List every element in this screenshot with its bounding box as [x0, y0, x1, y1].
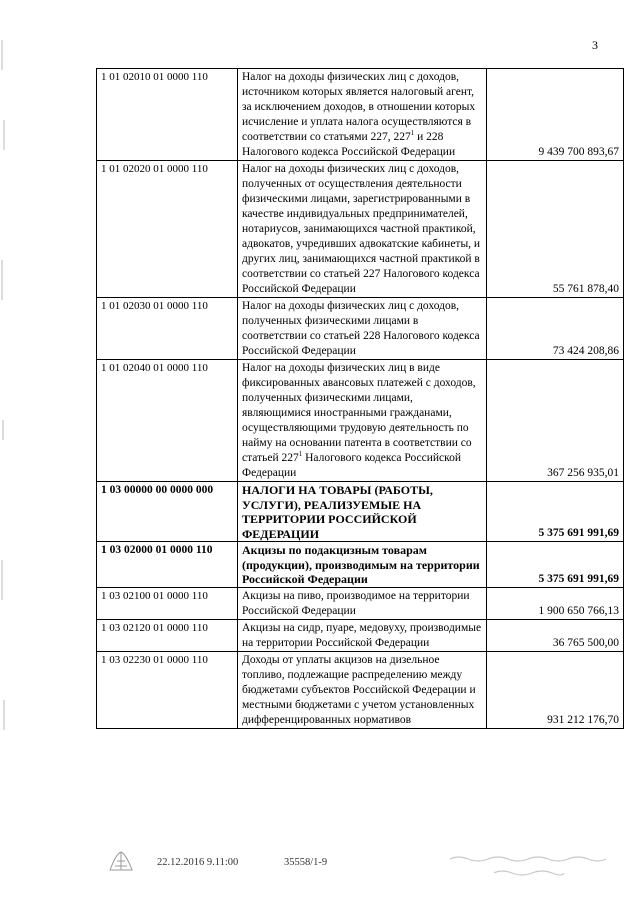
income-description: Налог на доходы физических лиц в виде фиксированных авансовых платежей с доходов, полученных физическими лицами, являющимися иностранными гражданами, осуществляющими трудовую деятельность по найму на основании патента в соответствии со статьей $227^1$ Налогового кодекса Российской Федерации	[238, 360, 487, 482]
stamp-icon	[106, 848, 136, 874]
budget-table	[96, 68, 624, 729]
amount: 36 765 500,00	[487, 619, 624, 651]
budget-code: 1 03 02100 01 0000 110	[97, 587, 238, 619]
income-description: НАЛОГИ НА ТОВАРЫ (РАБОТЫ, УСЛУГИ), РЕАЛИЗУЕМЫЕ НА ТЕРРИТОРИИ РОССИЙСКОЙ ФЕДЕРАЦИИ	[238, 482, 487, 542]
budget-code: 1 03 02000 01 0000 110	[97, 542, 238, 588]
budget-code: 1 01 02030 01 0000 110	[97, 298, 238, 360]
budget-code: 1 01 02040 01 0000 110	[97, 360, 238, 482]
table-row	[97, 619, 624, 651]
table-row	[97, 298, 624, 360]
amount: 931 212 176,70	[487, 651, 624, 728]
table-row	[97, 651, 624, 728]
budget-code: 1 01 02010 01 0000 110	[97, 69, 238, 161]
income-description: Налог на доходы физических лиц с доходов, полученных от осуществления деятельности физическими лицами, зарегистрированными в качестве индивидуальных предпринимателей, нотариусов, занимающихся частной практикой, адвокатов, учредивших адвокатские кабинеты, и других лиц, занимающихся частной практикой в соответствии со статьей 227 Налогового кодекса Российской Федерации	[238, 161, 487, 298]
article-superscript: 1	[410, 129, 415, 138]
income-description: Акцизы на пиво, производимое на территории Российской Федерации	[238, 587, 487, 619]
income-description: Акцизы по подакцизным товарам (продукции), производимым на территории Российской Федерации	[238, 542, 487, 588]
amount: 5 375 691 991,69	[487, 542, 624, 588]
income-description: Налог на доходы физических лиц с доходов, полученных физическими лицами в соответствии со статьей 228 Налогового кодекса Российской Федерации	[238, 298, 487, 360]
amount: 1 900 650 766,13	[487, 587, 624, 619]
income-description: Налог на доходы физических лиц с доходов, источником которых является налоговый агент, за исключением доходов, в отношении которых исчисление и уплата налога осуществляются в соответствии со статьями 227, $227^1$ и 228 Налогового кодекса Российской Федерации	[238, 69, 487, 161]
article-superscript: 1	[298, 450, 303, 459]
budget-code: 1 03 02120 01 0000 110	[97, 619, 238, 651]
amount: 9 439 700 893,67	[487, 69, 624, 161]
table-row	[97, 69, 624, 161]
budget-code: 1 03 02230 01 0000 110	[97, 651, 238, 728]
budget-table-body	[97, 69, 624, 729]
table-row	[97, 360, 624, 482]
budget-code: 1 01 02020 01 0000 110	[97, 161, 238, 298]
amount: 367 256 935,01	[487, 360, 624, 482]
scan-edge-marks	[0, 0, 8, 905]
amount: 73 424 208,86	[487, 298, 624, 360]
table-row	[97, 587, 624, 619]
table-row	[97, 161, 624, 298]
footer-date: 22.12.2016 9.11:00	[157, 857, 239, 868]
amount: 55 761 878,40	[487, 161, 624, 298]
footer-doc-number: 35558/1-9	[284, 857, 328, 868]
budget-code: 1 03 00000 00 0000 000	[97, 482, 238, 542]
amount: 5 375 691 991,69	[487, 482, 624, 542]
table-row	[97, 482, 624, 542]
table-row	[97, 542, 624, 588]
income-description: Акцизы на сидр, пуаре, медовуху, производимые на территории Российской Федерации	[238, 619, 487, 651]
department-stamp	[448, 853, 608, 881]
page-number: 3	[592, 38, 598, 52]
income-description: Доходы от уплаты акцизов на дизельное топливо, подлежащие распределению между бюджетами субъектов Российской Федерации и местными бюджетами с учетом установленных дифференцированных нормативов	[238, 651, 487, 728]
